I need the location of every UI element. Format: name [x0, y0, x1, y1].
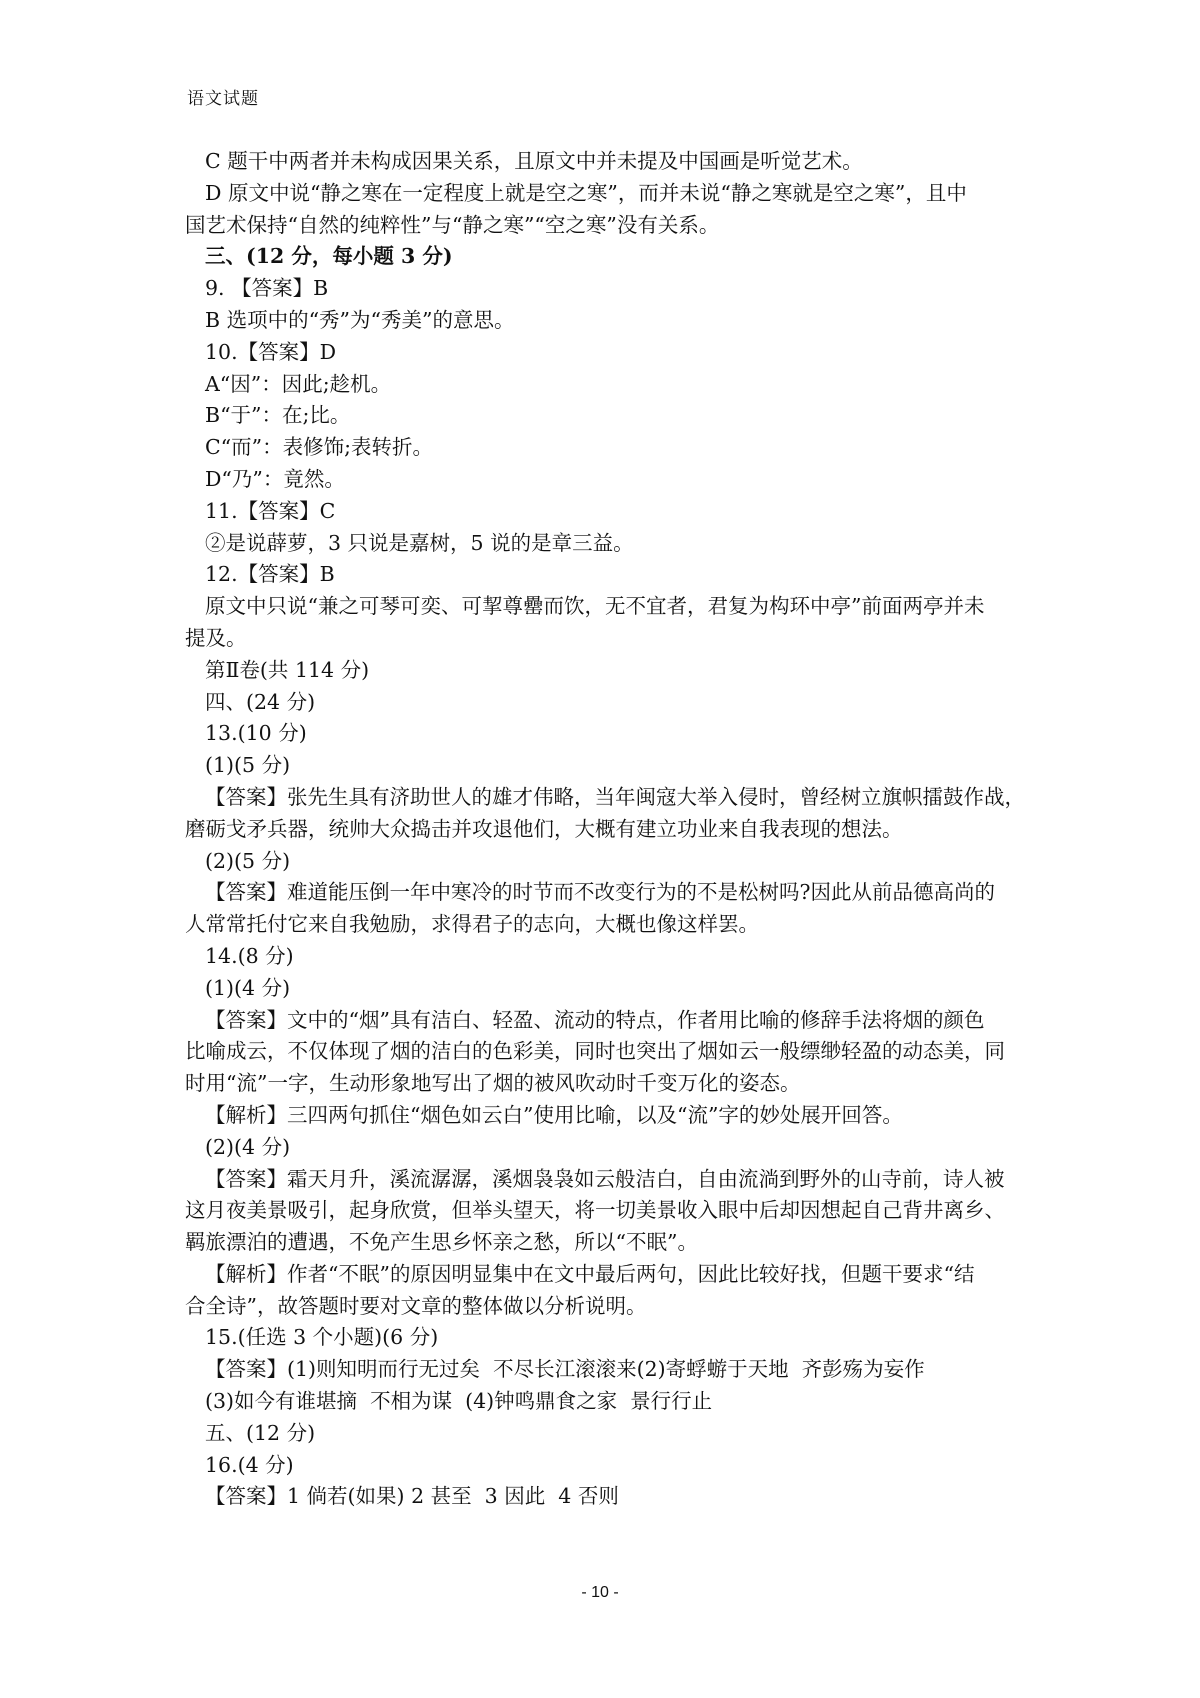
- text-line: 合全诗”，故答题时要对文章的整体做以分析说明。: [185, 1293, 647, 1318]
- question-heading: 16.(4 分): [205, 1452, 294, 1477]
- section-heading: 第Ⅱ卷(共 114 分): [205, 657, 370, 682]
- question-heading: (2)(5 分): [205, 848, 291, 873]
- answer-line: 【答案】难道能压倒一年中寒冷的时节而不改变行为的不是松树吗?因此从前品德高尚的: [205, 880, 995, 905]
- text-line: 时用“流”一字，生动形象地写出了烟的被风吹动时千变万化的姿态。: [185, 1071, 801, 1096]
- question-heading: (2)(4 分): [205, 1134, 291, 1159]
- section-heading: 五、(12 分): [205, 1420, 316, 1445]
- answer-line: 【答案】(1)则知明而行无过矣 不尽长江滚滚来(2)寄蜉蝣于天地 齐彭殇为妄作: [205, 1357, 925, 1382]
- answer-line: 【答案】霜天月升，溪流潺潺，溪烟袅袅如云般洁白，自由流淌到野外的山寺前，诗人被: [205, 1166, 1005, 1191]
- text-line: B“于”：在;比。: [205, 403, 351, 428]
- question-heading: 14.(8 分): [205, 943, 294, 968]
- document-body: [185, 146, 1050, 1513]
- answer-line: 10.【答案】D: [205, 339, 337, 364]
- page-number: - 10 -: [581, 1584, 619, 1601]
- text-line: 人常常托付它来自我勉励，求得君子的志向，大概也像这样罢。: [185, 912, 759, 937]
- text-line: D“乃”：竟然。: [205, 466, 345, 491]
- analysis-line: 【解析】作者“不眠”的原因明显集中在文中最后两句，因此比较好找，但题干要求“结: [205, 1261, 975, 1286]
- text-line: (3)如今有谁堪摘 不相为谋 (4)钟鸣鼎食之家 景行行止: [205, 1389, 713, 1414]
- section-heading: 四、(24 分): [205, 689, 316, 714]
- document-header: 语文试题: [187, 89, 259, 109]
- answer-line: 12.【答案】B: [205, 562, 335, 587]
- text-line: C“而”：表修饰;表转折。: [205, 435, 434, 460]
- question-heading: 13.(10 分): [205, 721, 307, 746]
- analysis-line: 【解析】三四两句抓住“烟色如云白”使用比喻，以及“流”字的妙处展开回答。: [205, 1102, 903, 1127]
- answer-line: 【答案】文中的“烟”具有洁白、轻盈、流动的特点，作者用比喻的修辞手法将烟的颜色: [205, 1007, 985, 1032]
- answer-line: 11.【答案】C: [205, 498, 336, 523]
- text-line: A“因”：因此;趁机。: [205, 371, 392, 396]
- text-line: ②是说薜萝，3 只说是嘉树，5 说的是章三益。: [205, 530, 634, 555]
- text-line: C 题干中两者并未构成因果关系，且原文中并未提及中国画是听觉艺术。: [205, 149, 863, 173]
- section-heading: 三、(12 分，每小题 3 分): [205, 244, 453, 269]
- question-heading: 15.(任选 3 个小题)(6 分): [205, 1325, 439, 1350]
- answer-line: 【答案】张先生具有济助世人的雄才伟略，当年闽寇大举入侵时，曾经树立旗帜擂鼓作战，: [205, 784, 1025, 809]
- text-line: 磨砺戈矛兵器，统帅大众捣击并攻退他们，大概有建立功业来自我表现的想法。: [185, 816, 903, 841]
- text-line: 羁旅漂泊的遭遇，不免产生思乡怀亲之愁，所以“不眠”。: [185, 1230, 698, 1255]
- text-line: D 原文中说“静之寒在一定程度上就是空之寒”，而并未说“静之寒就是空之寒”，且中: [205, 180, 967, 205]
- text-line: 原文中只说“兼之可琴可奕、可挈尊罍而饮，无不宜者，君复为构环中亭”前面两亭并未: [205, 594, 985, 619]
- text-line: 提及。: [185, 625, 247, 650]
- text-line: 这月夜美景吸引，起身欣赏，但举头望天，将一切美景收入眼中后却因想起自己背井离乡、: [185, 1198, 1005, 1223]
- question-heading: (1)(4 分): [205, 975, 291, 1000]
- question-heading: (1)(5 分): [205, 753, 291, 778]
- answer-line: 【答案】1 倘若(如果) 2 甚至 3 因此 4 否则: [205, 1484, 619, 1509]
- text-line: B 选项中的“秀”为“秀美”的意思。: [205, 307, 515, 332]
- answer-line: 9. 【答案】B: [205, 276, 329, 301]
- text-line: 比喻成云，不仅体现了烟的洁白的色彩美，同时也突出了烟如云一般缥缈轻盈的动态美，同: [185, 1039, 1005, 1064]
- text-line: 国艺术保持“自然的纯粹性”与“静之寒”“空之寒”没有关系。: [185, 212, 720, 237]
